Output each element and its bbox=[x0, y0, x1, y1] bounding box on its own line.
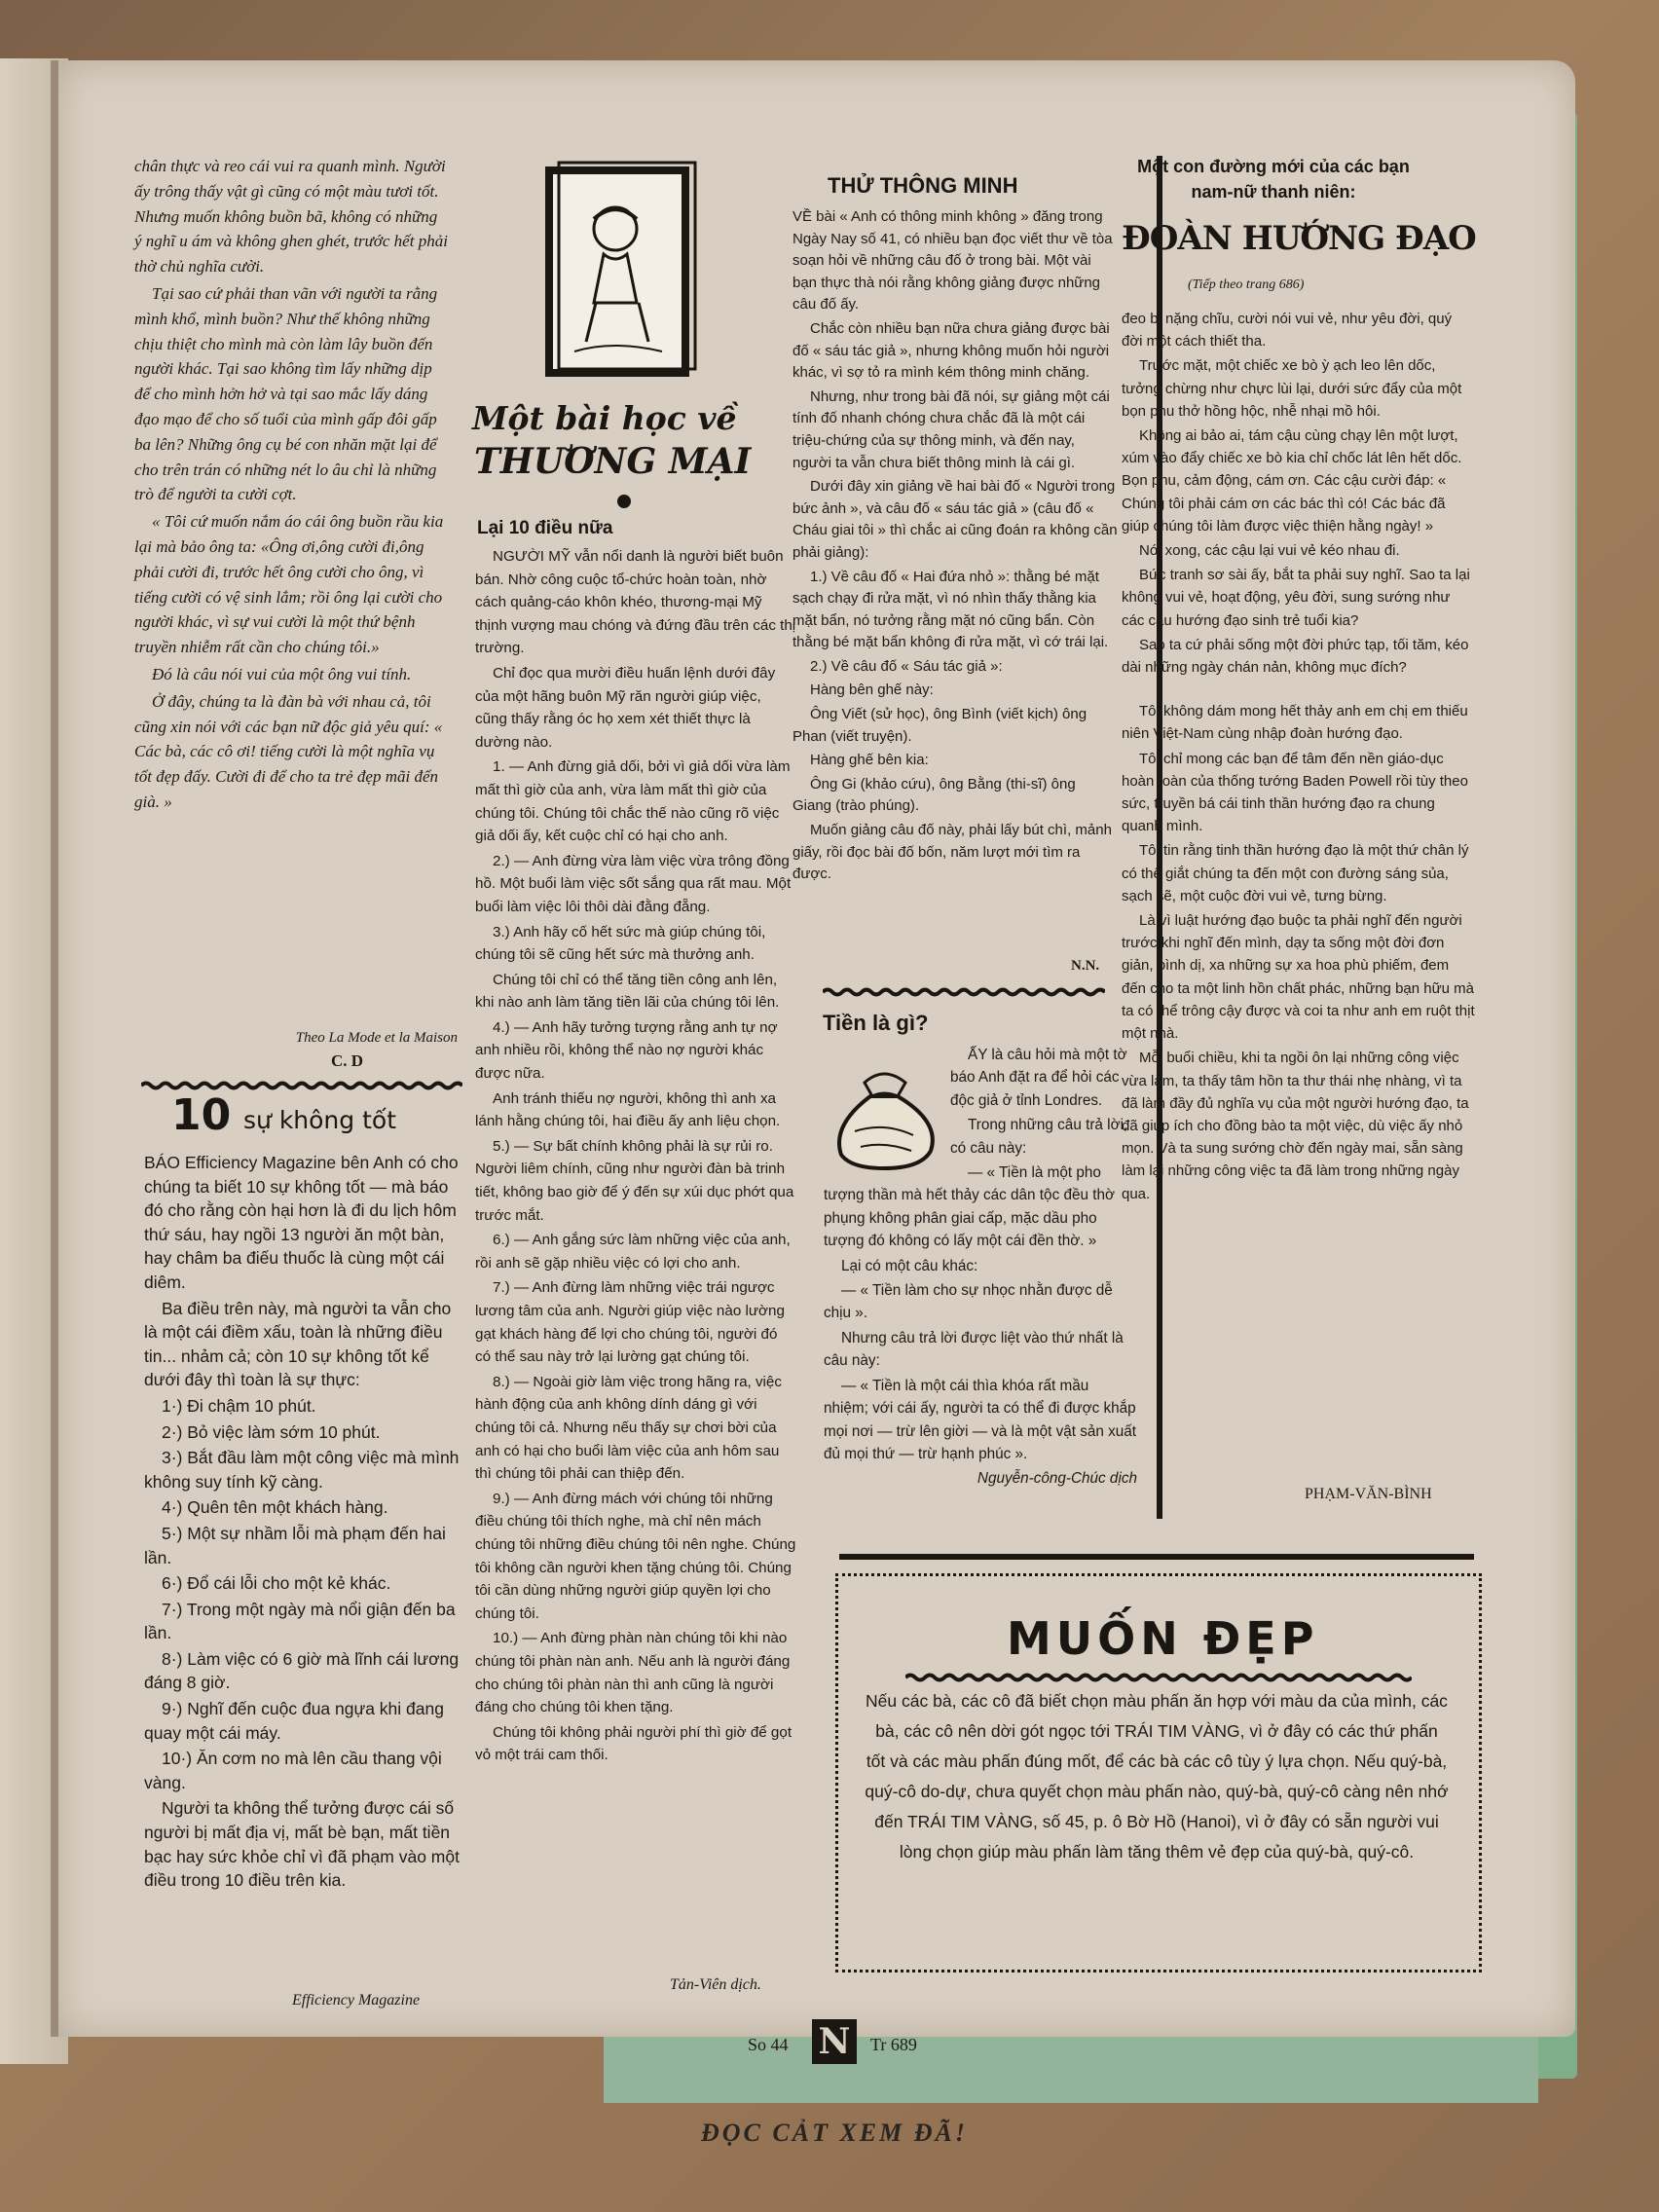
paragraph: — « Tiền là một pho tượng thần mà hết thảy các dân tộc đều thờ phụng không phân giai cấp, mặc dầu pho tượng đó không có lấy một cái đền thờ. » bbox=[824, 1164, 1116, 1250]
list-item: 9·) Nghĩ đến cuộc đua ngựa khi đang quay một cái máy. bbox=[144, 1699, 444, 1743]
paragraph: Ông Gi (khảo cứu), ông Bằng (thi-sĩ) ông Giang (trào phúng). bbox=[793, 775, 1076, 815]
paragraph: Nhưng, như trong bài đã nói, sự giảng một cái tính đố nhanh chóng chưa chắc đã là một cái triệu-chứng của sự thông minh, và đến nay, người ta vẫn chưa biết thông minh là cái gì. bbox=[793, 387, 1110, 471]
paragraph: VỀ bài « Anh có thông minh không » đăng trong Ngày Nay số 41, có nhiều bạn đọc viết thư về tòa soạn hỏi về những câu đố ở trong bài. Một vài bạn thực thà nói rằng không giảng được những câu đố ấy. bbox=[793, 208, 1113, 313]
list-item: 7·) Trong một ngày mà nổi giận đến ba lần. bbox=[144, 1599, 456, 1643]
list-item: 4·) Quên tên một khách hàng. bbox=[162, 1497, 388, 1518]
author-credit: C. D bbox=[331, 1051, 364, 1070]
paragraph: 9.) — Anh đừng mách với chúng tôi những điều chúng tôi thích nghe, mà chỉ nên mách chúng tôi những điều chúng tôi nên nghe. Chúng tôi không cần người khen tặng chúng tôi. Chúng tôi cần dùng những người giúp quyền lợi cho chúng tôi. bbox=[475, 1490, 796, 1622]
ornament-spacer bbox=[1122, 681, 1476, 700]
paragraph: Trước mặt, một chiếc xe bò ỳ ạch leo lên dốc, tưởng chừng như chực lùi lại, dưới sức đẩy của một bọn phu thở hồng hộc, nhễ nhại mồ hôi. bbox=[1122, 357, 1462, 420]
magazine-cover-bottom bbox=[604, 2035, 1538, 2103]
paragraph: Người ta không thể tưởng được cái số người bị mất địa vị, mất bè bạn, mất tiền bạc hay sức khỏe chỉ vì đã phạm vào một điều trong 10 điều trên kia. bbox=[144, 1798, 460, 1891]
paragraph: Ba điều trên này, mà người ta vẫn cho là một cái điềm xấu, toàn là những điều tin... nhảm cả; còn 10 sự không tốt kể dưới đây thì toàn là sự thực: bbox=[144, 1298, 452, 1390]
article-laughter bbox=[134, 154, 448, 817]
paragraph: — « Tiền là một cái thìa khóa rất mầu nhiệm; với cái ấy, người ta có thể đi được khắp mọi nơi — trừ lên giời — và là một vật sản xuất đủ mọi thứ — trừ hạnh phúc ». bbox=[824, 1377, 1137, 1462]
paragraph: Đó là câu nói vui của một ông vui tính. bbox=[152, 664, 412, 683]
source-credit: Theo La Mode et la Maison bbox=[295, 1030, 458, 1046]
paragraph: chân thực và reo cái vui ra quanh mình. Người ấy trông thấy vật gì cũng có một màu tươi tốt. Nhưng muốn không buồn bã, không có những ý nghĩ u ám và không ghen ghét, trước hết phải thờ chủ nghĩa cười. bbox=[134, 157, 448, 276]
paragraph: 1. — Anh đừng giả dối, bởi vì giả dối vừa làm mất thì giờ của anh, vừa làm mất thì giờ của chúng tôi. Chúng tôi chắc thế nào cũng rõ việc giả dối ấy, kết cuộc chỉ có hại cho anh. bbox=[475, 758, 791, 845]
paragraph: Không ai bảo ai, tám cậu cùng chạy lên một lượt, xúm vào đẩy chiếc xe bò kia chỉ chốc lát lên hết dốc. Bọn phu, cảm động, cám ơn. Các cậu cười đáp: « Chúng tôi phải cám ơn các bác thì có! Các bác đã giúp chúng tôi làm được việc thiện hằng ngày! » bbox=[1122, 427, 1462, 535]
list-item: 8·) Làm việc có 6 giờ mà lĩnh cái lương đáng 8 giờ. bbox=[144, 1648, 460, 1693]
list-item: 5·) Một sự nhầm lỗi mà phạm đến hai lần. bbox=[144, 1523, 446, 1567]
list-item: 2·) Bỏ việc làm sớm 10 phút. bbox=[162, 1421, 381, 1442]
paragraph: đeo bị nặng chĩu, cười nói vui vẻ, như yêu đời, quý đời một cách thiết tha. bbox=[1122, 311, 1453, 350]
section-divider bbox=[141, 1081, 462, 1090]
paragraph: Hàng ghế bên kia: bbox=[810, 752, 929, 769]
list-item: 10·) Ăn cơm no mà lên cầu thang vội vàng. bbox=[144, 1749, 442, 1792]
paragraph: 4.) — Anh hãy tưởng tượng rằng anh tự nợ anh nhiều rồi, không thể nào nợ người khác được nữa. bbox=[475, 1018, 778, 1083]
paragraph: Ông Viết (sử học), ông Bình (viết kịch) ông Phan (viết truyện). bbox=[793, 706, 1088, 745]
paragraph: Mỗi buổi chiều, khi ta ngồi ôn lại những công việc vừa làm, ta thấy tâm hồn ta thư thái nhẹ nhàng, vì ta đã làm đầy đủ nghĩa vụ của một người hướng đạo, ta đã giúp ích cho đồng bào ta một việc, dù việc ấy nhỏ mọn. Và ta sung sướng chờ đến ngày mai, sẵn sàng làm lại những công việc ta đã làm trong những ngày qua. bbox=[1122, 1050, 1469, 1202]
paragraph: Nhưng câu trả lời được liệt vào thứ nhất là câu này: bbox=[824, 1329, 1124, 1370]
paragraph: Lại có một câu khác: bbox=[841, 1257, 978, 1274]
section-divider bbox=[823, 987, 1105, 997]
author-credit: Tản-Viên dịch. bbox=[670, 1976, 761, 1993]
paragraph: BÁO Efficiency Magazine bên Anh có cho chúng ta biết 10 sự không tốt — mà báo đó cho rằng còn hại hơn là đi du lịch hôm thứ sáu, hay ngồi 13 người ăn một bàn, hay châm ba điếu thuốc là cùng một cái diêm. bbox=[144, 1153, 459, 1292]
page-number: Tr 689 bbox=[870, 2035, 917, 2054]
list-item: 1·) Đi chậm 10 phút. bbox=[162, 1395, 316, 1416]
article-commerce bbox=[475, 545, 796, 1769]
paragraph: 2.) — Anh đừng vừa làm việc vừa trông đồng hồ. Một buổi làm việc sốt sắng qua rất mau. Một buổi làm việc lôi thôi dài đằng đẵng. bbox=[475, 852, 792, 915]
paragraph: 10.) — Anh đừng phàn nàn chúng tôi khi nào chúng tôi phàn nàn anh. Nếu anh là người đáng cho chúng tôi phàn nàn thì anh cũng là người đáng cho chúng tôi khen tặng. bbox=[475, 1630, 791, 1716]
ten-title: sự không tốt bbox=[243, 1106, 396, 1134]
article-scouting bbox=[1122, 308, 1476, 1207]
paragraph: Dưới đây xin giảng về hai bài đố « Người trong bức ảnh », và câu đố « sáu tác giả » (câu đố « Cháu giai tôi » thì chắc ai cũng đoán ra không cần phải giảng): bbox=[793, 478, 1118, 561]
paragraph: Chúng tôi chỉ có thể tăng tiền công anh lên, khi nào anh làm tăng tiền lãi của chúng tôi lên. bbox=[475, 971, 780, 1012]
portrait-illustration bbox=[545, 161, 701, 383]
author-credit: Nguyễn-công-Chúc dịch bbox=[977, 1470, 1137, 1488]
paragraph: Sao ta cứ phải sống một đời phức tạp, tối tăm, kéo dài những ngày chán nản, không mục đích? bbox=[1122, 636, 1469, 677]
paragraph: Trong những câu trả lời, có câu này: bbox=[950, 1117, 1128, 1157]
paragraph: Hàng bên ghế này: bbox=[810, 682, 934, 699]
lesson-subtitle: Lại 10 điều nữa bbox=[477, 518, 613, 538]
paragraph: 5.) — Sự bất chính không phải là sự rủi ro. Người liêm chính, cũng như người đàn bà trinh tiết, không bao giờ để ý đến sự xúi dục phớt qua trước mắt. bbox=[475, 1137, 794, 1224]
paragraph: 3.) Anh hãy cố hết sức mà giúp chúng tôi, chúng tôi sẽ cũng hết sức mà thưởng anh. bbox=[475, 923, 766, 964]
paragraph: Tôi chỉ mong các bạn để tâm đến nền giáo-dục hoàn toàn của thống tướng Baden Powell rồi tùy theo sức, truyền bá cái tinh thần hướng đạo ra chung quanh mình. bbox=[1122, 750, 1468, 835]
paragraph: « Tôi cứ muốn nắm áo cái ông buồn rầu kia lại mà bảo ông ta: «Ông ơi,ông cười đi,ông phải cười đi, trước hết ông cười cho ông, vì tiếng cười có vệ sinh lắm; rồi ông lại cười cho người khác, vì sự vui cười là một thứ bệnh truyền nhiễm rất cần cho chúng tôi.» bbox=[134, 512, 444, 657]
ornament-icon bbox=[617, 495, 631, 508]
list-item: 3·) Bắt đầu làm một công việc mà mình không suy tính kỹ càng. bbox=[144, 1448, 460, 1492]
beauty-text: Nếu các bà, các cô đã biết chọn màu phấn ăn hợp với màu da của mình, các bà, các cô nên dời gót ngọc tới TRÁI TIM VÀNG, vì ở đây có các thứ phấn tốt và các màu phấn đúng mốt, để các bà các cô tùy ý lựa chọn. Nếu quý-bà, quý-cô do-dự, chưa quyết chọn màu phấn nào, quý-bà, quý-cô càng nên nhớ đến TRÁI TIM VÀNG, số 45, p. ô Bờ Hồ (Hanoi), vì ở đây có sẵn người vui lòng chọn giúp màu phấn làm tăng thêm vẻ đẹp của quý-bà, quý-cô. bbox=[865, 1691, 1449, 1862]
paragraph: Anh tránh thiếu nợ người, không thì anh xa lánh hằng chúng tôi, hai điều ấy anh liệu chọn. bbox=[475, 1089, 781, 1130]
lesson-title-line1: Một bài học về bbox=[472, 399, 737, 437]
paragraph: 6.) — Anh gắng sức làm những việc của anh, rồi anh sẽ gặp nhiều việc có lợi cho anh. bbox=[475, 1232, 791, 1272]
paragraph: 2.) Về câu đố « Sáu tác giả »: bbox=[810, 657, 1003, 675]
paragraph: 8.) — Ngoài giờ làm việc trong hãng ra, việc hành động của anh không dính dáng gì với chúng tôi cả. Nhưng nếu thấy sự chơi bời của anh có hại cho buổi làm việc của anh hôm sau thì chúng tôi phải can thiệp đến. bbox=[475, 1373, 782, 1483]
float-spacer bbox=[824, 1044, 950, 1184]
author-credit: N.N. bbox=[1071, 958, 1100, 974]
paragraph: 7.) — Anh đừng làm những việc trái ngược lương tâm của anh. Người giúp việc nào lường gạt khách hàng để lợi cho chúng tôi, người đó có thể sau này trở lại lường gạt chúng tôi. bbox=[475, 1279, 785, 1366]
issue-number: So 44 bbox=[748, 2035, 789, 2054]
paragraph: Tại sao cứ phải than vãn với người ta rằng mình khổ, mình buồn? Như thế không những chịu thiệt cho mình mà còn làm lây buồn đến người khác. Tại sao không tìm lấy những dịp để cho mình hởn hở và tại sao mắc lấy dáng đạo mạo để cho số tuổi của mình gấp đôi gấp ba lên? Những ông cụ bé con nhăn mặt lại để cho trên trán có những nét lo âu chỉ là những trò để người ta cười cợt. bbox=[134, 283, 438, 504]
paragraph: Là vì luật hướng đạo buộc ta phải nghĩ đến người trước khi nghĩ đến mình, dạy ta sống một đời đơn giản, bình dị, xa những sự xa hoa phù phiếm, đem đến cho ta một linh hồn chất phác, những bạn hữu mà ta có thể trông cậy được và coi ta như anh em ruột thịt một nhà. bbox=[1122, 912, 1475, 1043]
paragraph: 1.) Về câu đố « Hai đứa nhỏ »: thằng bé mặt sạch chạy đi rửa mặt, vì nó nhìn thấy thằng kia mặt bẩn, nó tưởng rằng mặt nó cũng bẩn. Còn thằng bé mặt bẩn không đi rửa mặt, vì cớ trái lại. bbox=[793, 568, 1109, 651]
scout-title: ĐOÀN HƯỚNG ĐẠO bbox=[1122, 219, 1476, 258]
money-title: Tiền là gì? bbox=[823, 1011, 929, 1035]
ten-title-number: 10 bbox=[171, 1090, 232, 1140]
beauty-title: MUỐN ĐẸP bbox=[1007, 1612, 1319, 1665]
paragraph: Nói xong, các cậu lại vui vẻ kéo nhau đi. bbox=[1139, 542, 1400, 560]
article-ten-bad-things bbox=[144, 1151, 463, 1895]
source-credit: Efficiency Magazine bbox=[292, 1992, 421, 2009]
paragraph: ẤY là câu hỏi mà một tờ báo Anh đặt ra để hỏi các độc giả ở tỉnh Londres. bbox=[950, 1047, 1127, 1109]
article-intelligence bbox=[793, 206, 1118, 888]
cover-teaser: ĐỌC CẢT XEM ĐÃ! bbox=[701, 2119, 968, 2147]
ngay-nay-logo: N bbox=[812, 2019, 857, 2064]
article-money bbox=[824, 1044, 1137, 1493]
scout-kicker: Một con đường mới của các bạn nam-nữ thanh niên: bbox=[1137, 157, 1410, 202]
author-credit: PHẠM-VĂN-BÌNH bbox=[1305, 1486, 1432, 1502]
paragraph: NGƯỜI MỸ vẫn nổi danh là người biết buôn bán. Nhờ công cuộc tổ-chức hoàn toàn, nhờ cách quảng-cáo khôn khéo, thương-mại Mỹ thịnh vượng mau chóng và đứng đầu trên các thị trường. bbox=[475, 548, 796, 657]
paragraph: Chúng tôi không phải người phí thì giờ để gọt vỏ một trái cam thối. bbox=[475, 1723, 793, 1764]
paragraph: Chắc còn nhiều bạn nữa chưa giảng được bài đố « sáu tác giả », nhưng không muốn hỏi người khác, vì sợ tỏ ra mình kém thông minh chăng. bbox=[793, 319, 1110, 382]
paragraph: Chỉ đọc qua mười điều huấn lệnh dưới đây của một hãng buôn Mỹ răn người giúp việc, cũng thấy rằng óc họ xem xét thiết thực là dường nào. bbox=[475, 664, 776, 751]
paragraph: Tôi không dám mong hết thảy anh em chị em thiếu niên Việt-Nam cùng nhập đoàn hướng đạo. bbox=[1122, 703, 1468, 743]
horizontal-rule bbox=[839, 1554, 1474, 1560]
paragraph: Tôi tin rằng tinh thần hướng đạo là một thứ chân lý có thể giắt chúng ta đến một con đường sáng sủa, sạch sẽ, một cuộc đời vui vẻ, tưng bừng. bbox=[1122, 842, 1469, 904]
paragraph: Ở đây, chúng ta là đàn bà với nhau cả, tôi cũng xin nói với các bạn nữ độc giả yêu quí: « Các bà, các cô ơi! tiếng cười là một nghĩa vụ tốt đẹp đấy. Cười đi để cho ta trẻ đẹp mãi đến già. » bbox=[134, 691, 443, 811]
paragraph: — « Tiền làm cho sự nhọc nhằn được dễ chịu ». bbox=[824, 1282, 1113, 1322]
continued-note: (Tiếp theo trang 686) bbox=[1188, 277, 1305, 292]
clever-title: THỬ THÔNG MINH bbox=[828, 173, 1018, 198]
lesson-title-line2: THƯƠNG MẠI bbox=[474, 441, 752, 482]
page-spine bbox=[51, 60, 58, 2037]
paragraph: Bức tranh sơ sài ấy, bắt ta phải suy nghĩ. Sao ta lại không vui vẻ, hoạt động, yêu đời, sung sướng như các cậu hướng đạo sinh trẻ tuổi kia? bbox=[1122, 567, 1470, 629]
ad-divider bbox=[905, 1673, 1412, 1682]
paragraph: Muốn giảng câu đố này, phải lấy bút chì, mảnh giấy, rồi đọc bài đố bốn, năm lượt mới tìm ra được. bbox=[793, 822, 1112, 883]
list-item: 6·) Đổ cái lỗi cho một kẻ khác. bbox=[162, 1573, 391, 1594]
